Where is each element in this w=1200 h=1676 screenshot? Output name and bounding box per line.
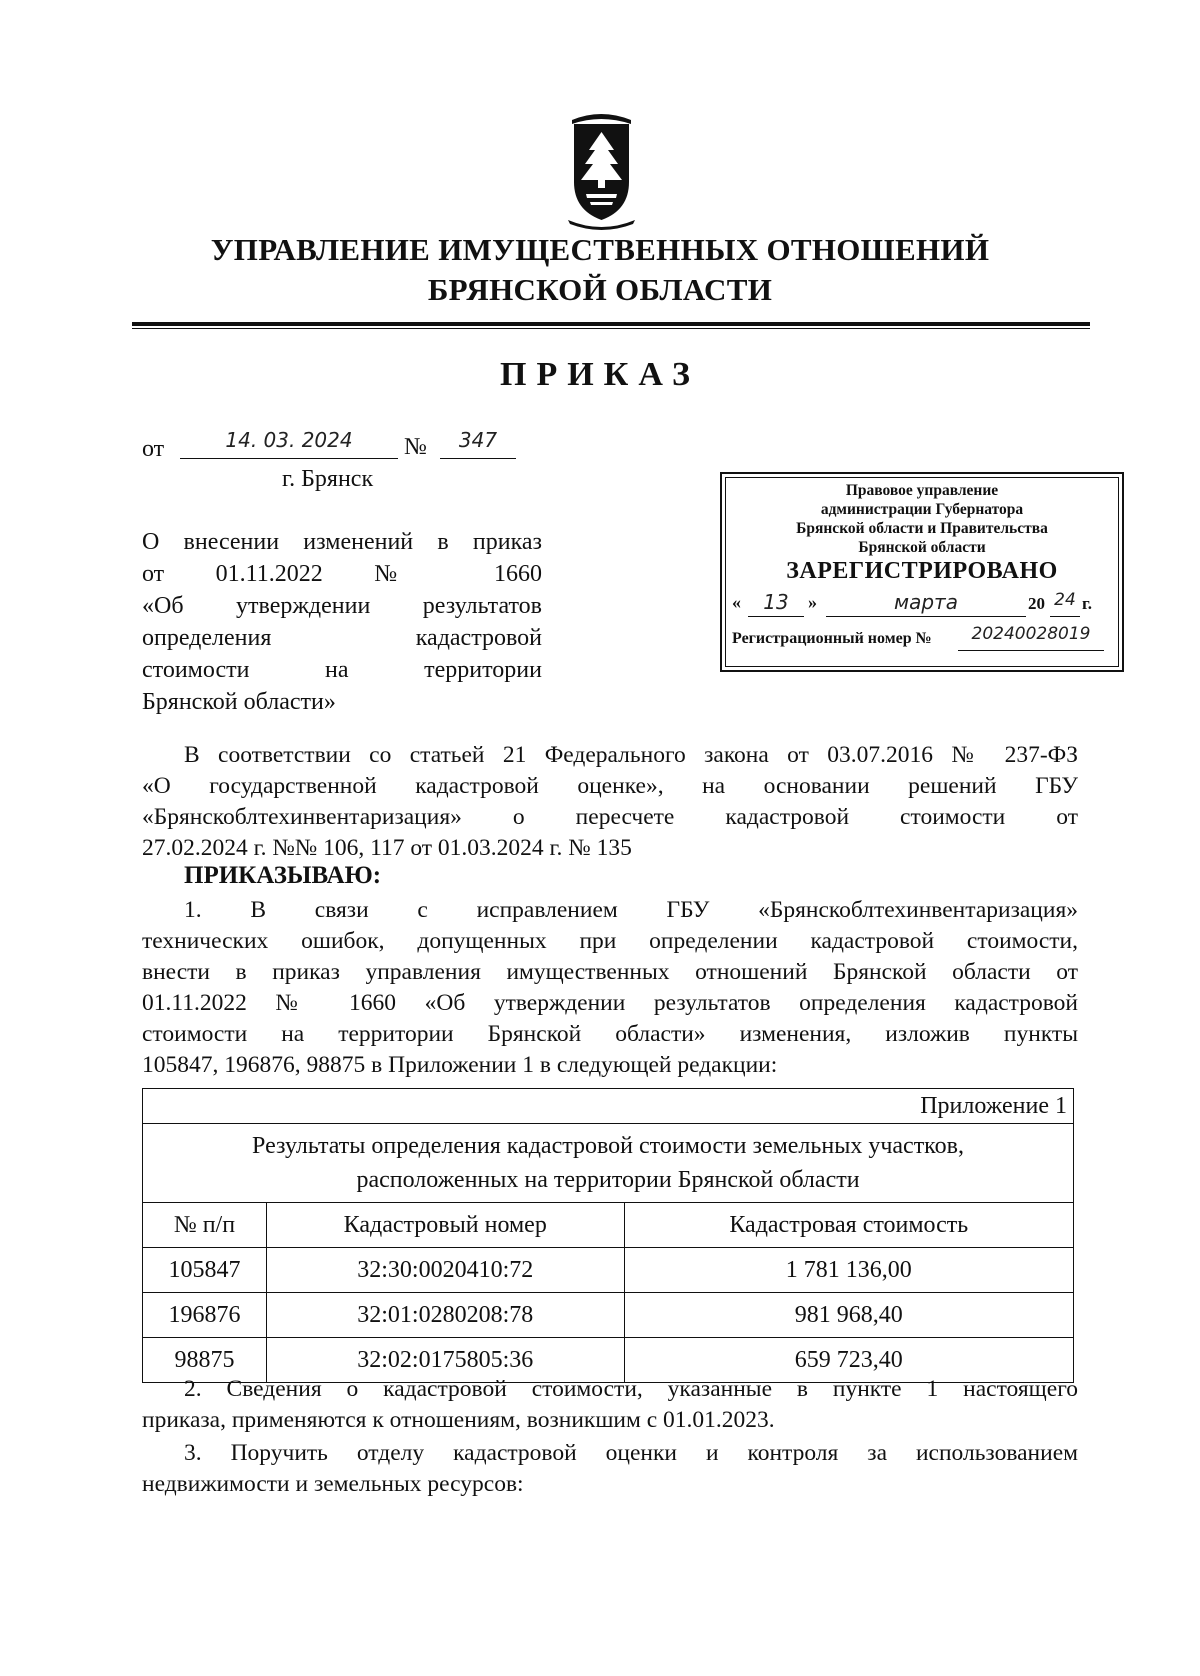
- stamp-line2: администрации Губернатора: [820, 501, 1024, 518]
- table-header-cell: № п/п: [143, 1203, 267, 1248]
- table-cell: 32:01:0280208:78: [266, 1293, 624, 1338]
- item1-line: стоимости на территории Брянской области» изменения, изложив пункты: [142, 1021, 1078, 1047]
- stamp-reg-label: Регистрационный номер №: [732, 630, 932, 647]
- table-cell: 1 781 136,00: [624, 1248, 1073, 1293]
- table-cell: 32:30:0020410:72: [266, 1248, 624, 1293]
- stamp-year-label: г.: [1082, 594, 1093, 613]
- item3-line: недвижимости и земельных ресурсов:: [142, 1471, 524, 1497]
- stamp-line1: Правовое управление: [845, 482, 999, 499]
- table-header-row: [143, 1203, 1074, 1248]
- cadastral-value-table: [142, 1088, 1074, 1383]
- header-rule: [132, 322, 1090, 326]
- coat-of-arms-emblem: [564, 102, 639, 232]
- table-cell: 196876: [143, 1293, 267, 1338]
- order-number-handwritten: 347: [458, 428, 498, 452]
- order-number-label: №: [404, 434, 427, 460]
- table-caption-line1: Результаты определения кадастровой стоимости земельных участков,: [252, 1133, 964, 1159]
- item1-line: 1. В связи с исправлением ГБУ «Брянскоблтехинвентаризация»: [184, 897, 1078, 923]
- order-city: г. Брянск: [282, 466, 374, 492]
- item1-line: технических ошибок, допущенных при определении кадастровой стоимости,: [142, 928, 1078, 954]
- subject-line: от 01.11.2022 № 1660: [142, 561, 542, 587]
- table-cell: 659 723,40: [624, 1338, 1073, 1383]
- header-rule-thin: [132, 328, 1090, 329]
- table-cell: 98875: [143, 1338, 267, 1383]
- item2-line: приказа, применяются к отношениям, возникшим с 01.01.2023.: [142, 1407, 775, 1433]
- subject-line: «Об утверждении результатов: [142, 593, 542, 619]
- stamp-line3: Брянской области и Правительства: [796, 520, 1048, 537]
- table-caption: [143, 1124, 1074, 1203]
- subject-line: стоимости на территории: [142, 657, 542, 683]
- item1-line: 105847, 196876, 98875 в Приложении 1 в следующей редакции:: [142, 1052, 778, 1078]
- stamp-registered: ЗАРЕГИСТРИРОВАНО: [786, 558, 1058, 584]
- stamp-day-line: [748, 590, 804, 617]
- preamble-line: 27.02.2024 г. №№ 106, 117 от 01.03.2024 г. № 135: [142, 835, 632, 861]
- stamp-line4: Брянской области: [858, 539, 986, 556]
- stamp-year-suffix: 24: [1054, 590, 1076, 610]
- document-title: ПРИКАЗ: [500, 356, 700, 393]
- table-appendix-label: Приложение 1: [143, 1089, 1074, 1124]
- subject-line: Брянской области»: [142, 689, 336, 715]
- subject-line: определения кадастровой: [142, 625, 542, 651]
- item3-line: 3. Поручить отделу кадастровой оценки и контроля за использованием: [184, 1440, 1078, 1466]
- stamp-quote-close: »: [808, 592, 817, 612]
- table-header-cell: Кадастровая стоимость: [624, 1203, 1073, 1248]
- table-row: [143, 1293, 1074, 1338]
- stamp-year-prefix: 20: [1028, 594, 1045, 613]
- subject-line: О внесении изменений в приказ: [142, 529, 542, 555]
- order-number-line: [440, 428, 516, 459]
- stamp-day: 13: [763, 590, 789, 614]
- org-name-line1: УПРАВЛЕНИЕ ИМУЩЕСТВЕННЫХ ОТНОШЕНИЙ: [210, 232, 990, 267]
- item2-line: 2. Сведения о кадастровой стоимости, указанные в пункте 1 настоящего: [184, 1376, 1078, 1402]
- preamble-line: «Брянскоблтехинвентаризация» о пересчете кадастровой стоимости от: [142, 804, 1078, 830]
- table-cell: 105847: [143, 1248, 267, 1293]
- stamp-year-line: [1050, 590, 1080, 617]
- table-cell: 981 968,40: [624, 1293, 1073, 1338]
- order-date-handwritten: 14. 03. 2024: [225, 428, 353, 452]
- preamble-line: «О государственной кадастровой оценке», на основании решений ГБУ: [142, 773, 1078, 799]
- stamp-reg-line: [958, 624, 1104, 651]
- table-header-cell: Кадастровый номер: [266, 1203, 624, 1248]
- stamp-reg-number: 20240028019: [971, 624, 1091, 644]
- table-cell: 32:02:0175805:36: [266, 1338, 624, 1383]
- org-name-line2: БРЯНСКОЙ ОБЛАСТИ: [427, 272, 773, 307]
- stamp-month-line: [826, 590, 1026, 617]
- table-caption-line2: расположенных на территории Брянской области: [356, 1167, 860, 1193]
- stamp-quote-open: «: [732, 592, 741, 612]
- item1-line: 01.11.2022 № 1660 «Об утверждении результатов определения кадастровой: [142, 990, 1078, 1016]
- registration-stamp: [720, 472, 1124, 672]
- item1-line: внести в приказ управления имущественных отношений Брянской области от: [142, 959, 1078, 985]
- table-row: [143, 1248, 1074, 1293]
- stamp-month: марта: [894, 590, 958, 614]
- order-from-label: от: [142, 436, 165, 462]
- preamble-line: В соответствии со статьей 21 Федерального закона от 03.07.2016 № 237-ФЗ: [184, 742, 1078, 768]
- order-word: ПРИКАЗЫВАЮ:: [184, 862, 382, 889]
- order-date-line: [180, 428, 398, 459]
